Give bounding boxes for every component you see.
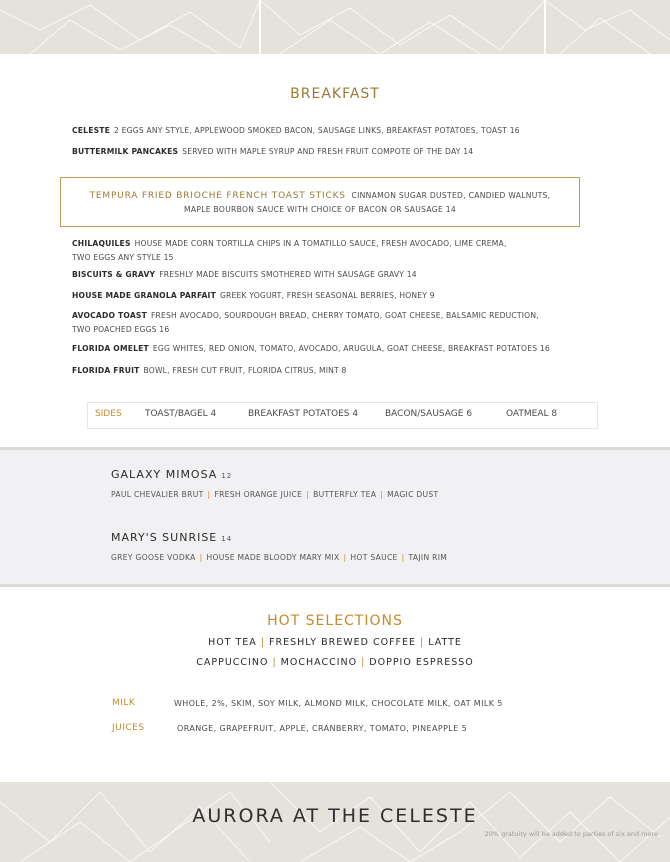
- separator: |: [306, 490, 310, 499]
- item-name: BISCUITS & GRAVY: [72, 270, 156, 279]
- hot-item: MOCHACCINO: [280, 657, 358, 668]
- item-desc: GREEK YOGURT, FRESH SEASONAL BERRIES, HONEY 9: [219, 291, 435, 300]
- ingredient: MAGIC DUST: [387, 490, 439, 499]
- ingredient: TAJIN RIM: [408, 553, 448, 562]
- cocktail-price: 14: [221, 535, 233, 543]
- ingredient: BUTTERFLY TEA: [313, 490, 377, 499]
- item-desc: FRESH AVOCADO, SOURDOUGH BREAD, CHERRY TOMATO, GOAT CHEESE, BALSAMIC REDUCTION,: [150, 311, 539, 320]
- featured-item-desc-2: MAPLE BOURBON SAUCE WITH CHOICE OF BACON OR SAUSAGE 14: [183, 205, 457, 214]
- cocktail-section: [0, 447, 670, 587]
- brand-name: AURORA AT THE CELESTE: [192, 805, 478, 827]
- juices-label: JUICES: [112, 723, 145, 733]
- cocktail-title: GALAXY MIMOSA: [111, 468, 218, 481]
- menu-item-pancakes: [72, 145, 582, 159]
- featured-item-name: TEMPURA FRIED BRIOCHE FRENCH TOAST STICKS: [89, 191, 346, 201]
- hot-selections-title: HOT SELECTIONS: [267, 613, 403, 629]
- item-name: HOUSE MADE GRANOLA PARFAIT: [72, 291, 216, 300]
- milk-label: MILK: [112, 698, 136, 708]
- separator: |: [272, 657, 277, 668]
- item-name: AVOCADO TOAST: [72, 311, 147, 320]
- side-item: BREAKFAST POTATOES 4: [248, 409, 359, 419]
- separator: |: [380, 490, 384, 499]
- cocktail-name: [111, 531, 232, 544]
- item-name: BUTTERMILK PANCAKES: [72, 147, 179, 156]
- menu-item-celeste: [72, 124, 582, 138]
- menu-item-omelet: [72, 342, 582, 356]
- side-item: BACON/SAUSAGE 6: [385, 409, 473, 419]
- featured-item-box: [60, 177, 580, 227]
- sides-box: [87, 402, 598, 429]
- menu-item-fruit: [72, 364, 582, 378]
- item-desc: HOUSE MADE CORN TORTILLA CHIPS IN A TOMATILLO SAUCE, FRESH AVOCADO, LIME CREMA,: [134, 239, 507, 248]
- menu-item-chilaquiles: [72, 237, 582, 265]
- cocktail-ingredients: [111, 553, 447, 562]
- separator: |: [361, 657, 366, 668]
- cocktail-name: [111, 468, 232, 481]
- separator: |: [207, 490, 211, 499]
- hot-selections-line-2: [0, 657, 670, 668]
- menu-item-biscuits: [72, 268, 582, 282]
- hot-item: HOT TEA: [208, 637, 257, 648]
- item-desc: FRESHLY MADE BISCUITS SMOTHERED WITH SAUSAGE GRAVY 14: [159, 270, 417, 279]
- ingredient: PAUL CHEVALIER BRUT: [111, 490, 204, 499]
- separator: |: [401, 553, 405, 562]
- separator: |: [199, 553, 203, 562]
- side-item: OATMEAL 8: [506, 409, 558, 419]
- cocktail-title: MARY'S SUNRISE: [111, 531, 218, 544]
- item-desc-2: TWO EGGS ANY STYLE 15: [72, 253, 174, 262]
- juices-options: ORANGE, GRAPEFRUIT, APPLE, CRANBERRY, TOMATO, PINEAPPLE 5: [177, 724, 468, 733]
- breakfast-title: BREAKFAST: [290, 86, 380, 102]
- item-desc: SERVED WITH MAPLE SYRUP AND FRESH FRUIT COMPOTE OF THE DAY 14: [182, 147, 474, 156]
- milk-options: WHOLE, 2%, SKIM, SOY MILK, ALMOND MILK, CHOCOLATE MILK, OAT MILK 5: [174, 699, 503, 708]
- item-desc: 2 EGGS ANY STYLE, APPLEWOOD SMOKED BACON, SAUSAGE LINKS, BREAKFAST POTATOES, TOAST 16: [114, 126, 520, 135]
- constellation-pattern: [0, 0, 670, 54]
- hot-item: FRESHLY BREWED COFFEE: [269, 637, 417, 648]
- item-name: CELESTE: [72, 126, 111, 135]
- item-desc-2: TWO POACHED EGGS 16: [72, 325, 170, 334]
- menu-item-avocado-toast: [72, 309, 582, 337]
- gratuity-note: 20% gratuity will be added to parties of six and more: [484, 830, 658, 838]
- item-name: FLORIDA FRUIT: [72, 366, 140, 375]
- ingredient: HOT SAUCE: [350, 553, 398, 562]
- cocktail-price: 12: [221, 472, 233, 480]
- top-decorative-band: [0, 0, 670, 54]
- hot-item: DOPPIO ESPRESSO: [369, 657, 474, 668]
- item-name: CHILAQUILES: [72, 239, 131, 248]
- item-name: FLORIDA OMELET: [72, 344, 149, 353]
- sides-label: SIDES: [95, 409, 122, 419]
- hot-item: CAPPUCCINO: [196, 657, 269, 668]
- ingredient: HOUSE MADE BLOODY MARY MIX: [206, 553, 340, 562]
- separator: |: [420, 637, 425, 648]
- ingredient: FRESH ORANGE JUICE: [214, 490, 303, 499]
- item-desc: BOWL, FRESH CUT FRUIT, FLORIDA CITRUS, MINT 8: [143, 366, 347, 375]
- menu-item-granola: [72, 289, 582, 303]
- ingredient: GREY GOOSE VODKA: [111, 553, 196, 562]
- side-item: TOAST/BAGEL 4: [145, 409, 217, 419]
- cocktail-ingredients: [111, 490, 438, 499]
- item-desc: EGG WHITES, RED ONION, TOMATO, AVOCADO, ARUGULA, GOAT CHEESE, BREAKFAST POTATOES 16: [152, 344, 550, 353]
- separator: |: [260, 637, 266, 648]
- separator: |: [343, 553, 347, 562]
- hot-item: LATTE: [428, 637, 462, 648]
- hot-selections-line-1: [0, 637, 670, 648]
- featured-item-desc-1: CINNAMON SUGAR DUSTED, CANDIED WALNUTS,: [351, 191, 551, 200]
